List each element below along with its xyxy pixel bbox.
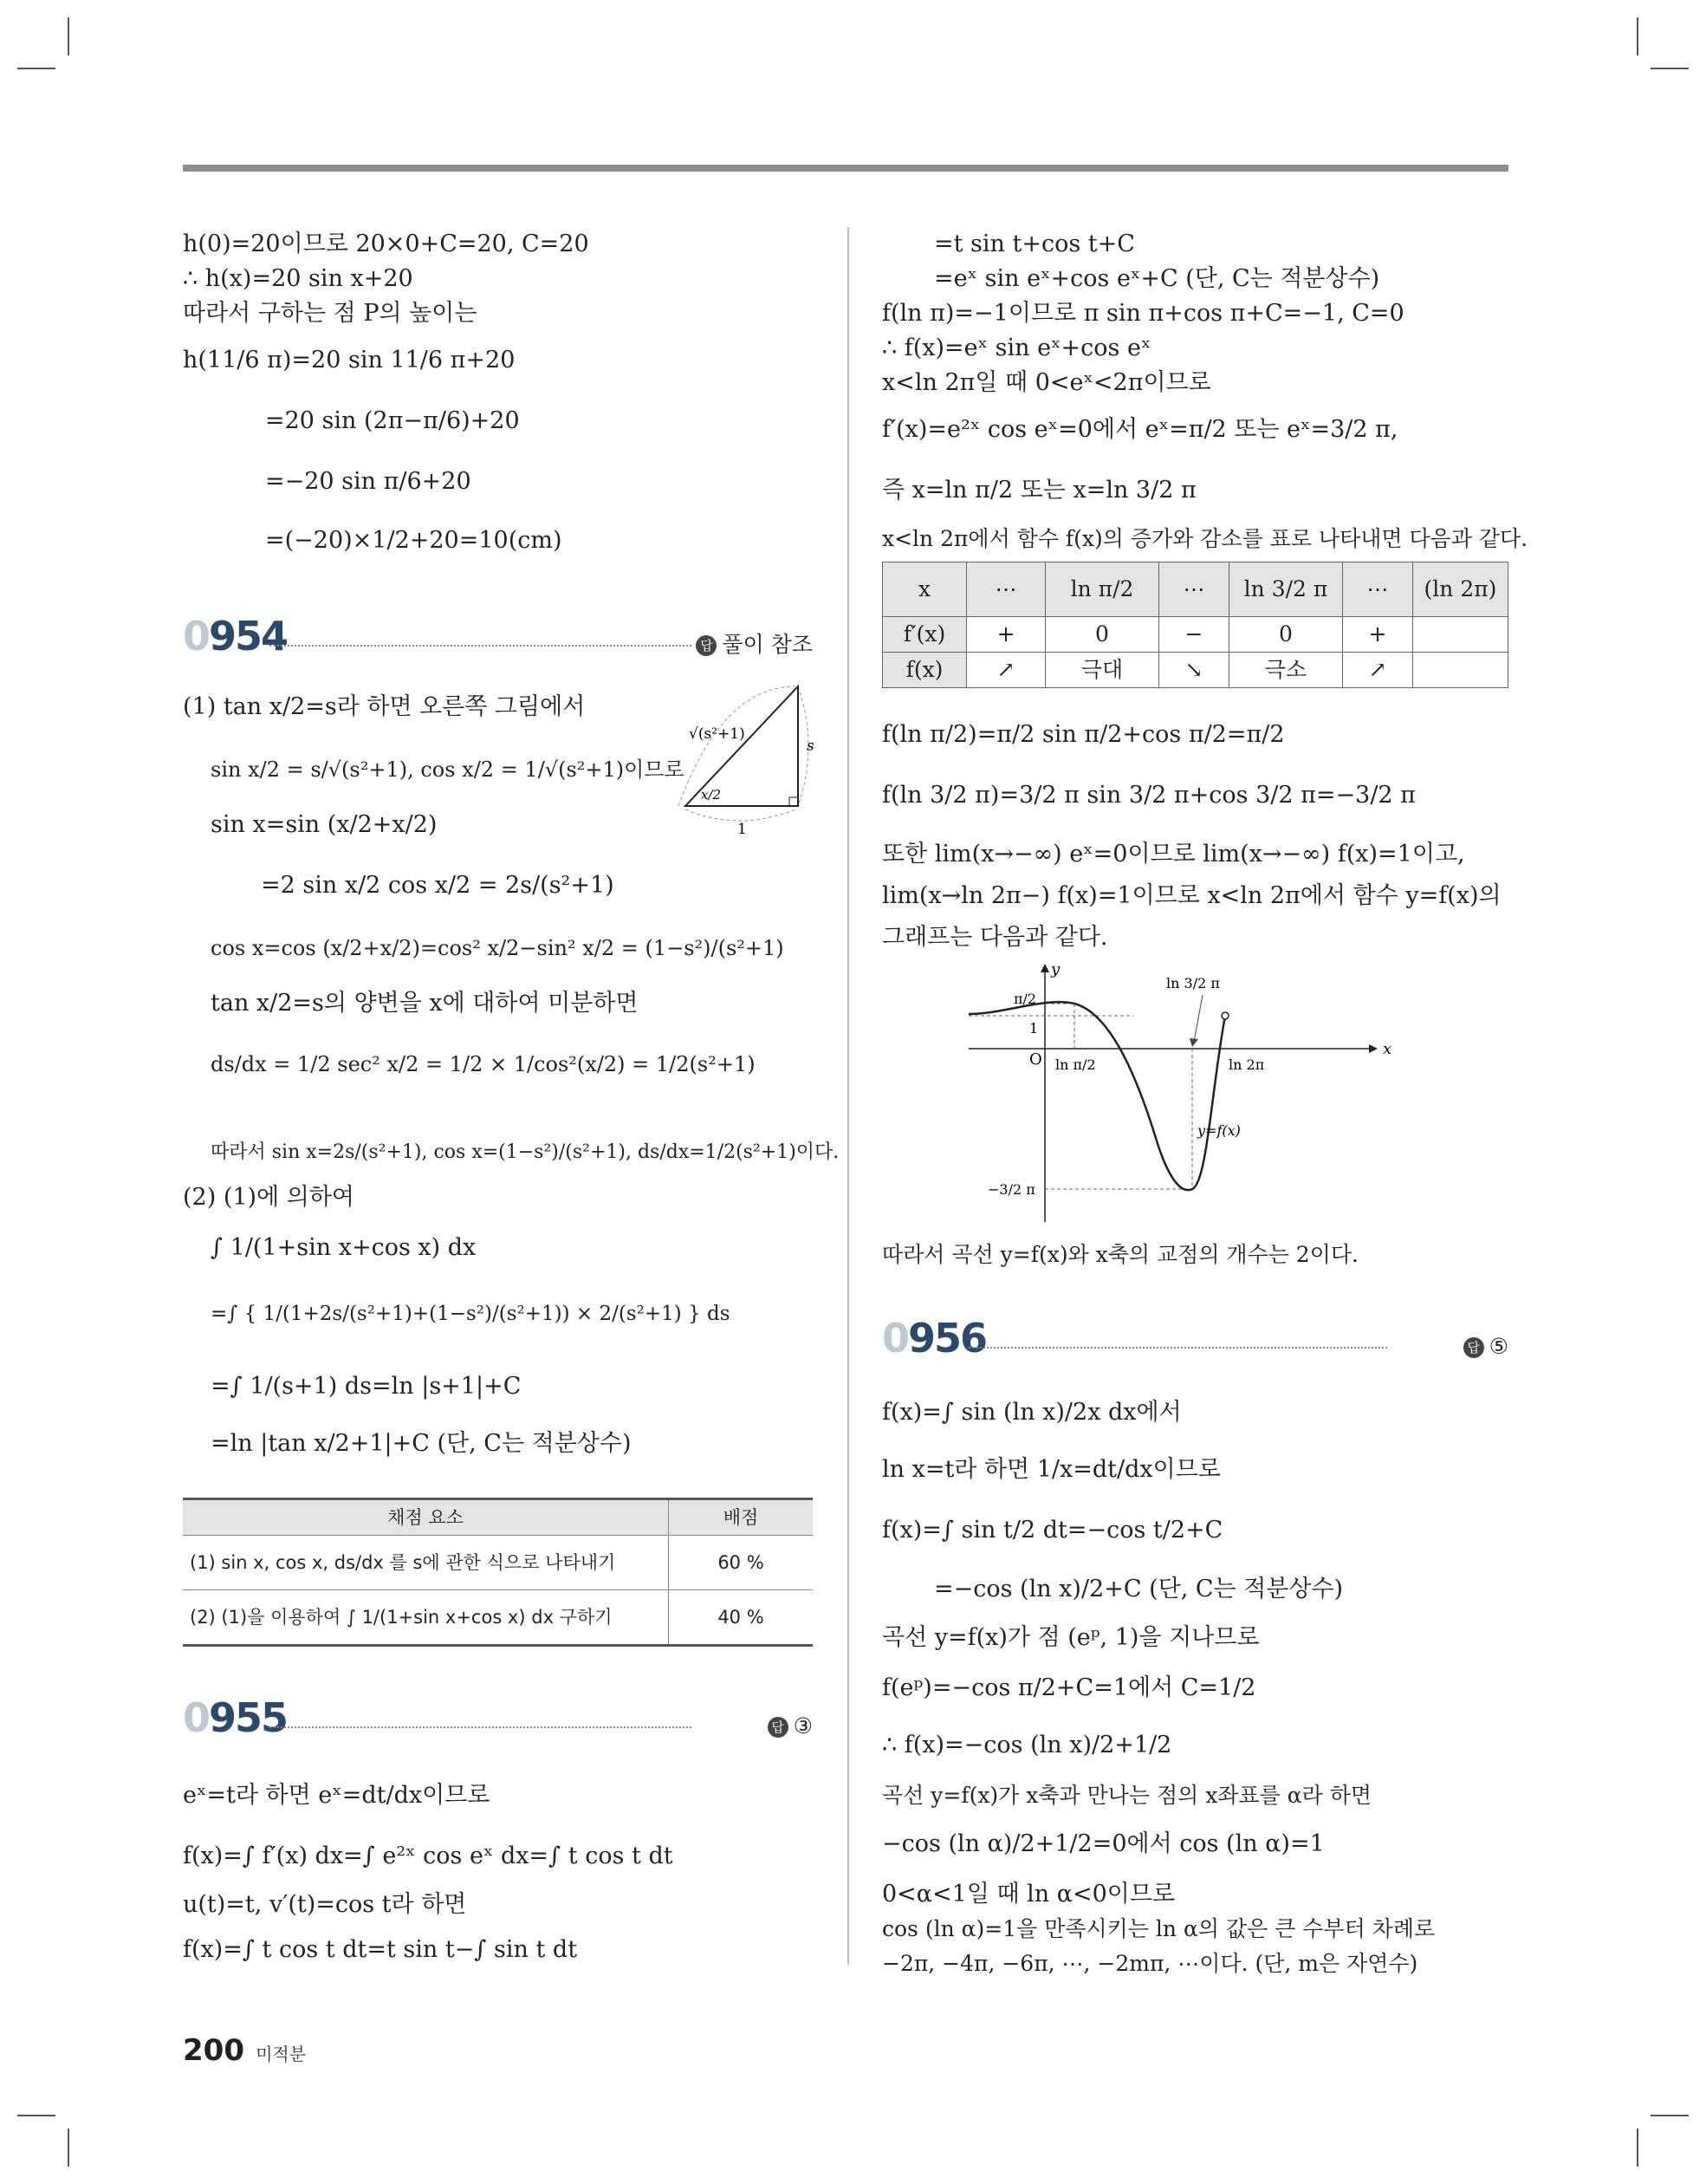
math-line: f(ln π)=−1이므로 π sin π+cos π+C=−1, C=0 [882, 300, 1404, 327]
math-line: =ln |tan x/2+1|+C (단, C는 적분상수) [211, 1430, 632, 1457]
crop-mark [17, 2115, 55, 2116]
table-header: 채점 요소 [183, 1499, 669, 1536]
text-line: cos (ln α)=1을 만족시키는 ln α의 값은 큰 수부터 차례로 [882, 1916, 1436, 1941]
dotted-leader [269, 1726, 691, 1728]
variation-table [882, 562, 1508, 688]
subject-label: 미적분 [256, 2044, 307, 2064]
page-number: 200 [183, 2033, 244, 2068]
crop-mark [68, 2129, 69, 2167]
x-tick-label: ln π/2 [1055, 1056, 1096, 1073]
math-line: f(eᵖ)=−cos π/2+C=1에서 C=1/2 [882, 1674, 1256, 1701]
text-line: h(0)=20이므로 20×0+C=20, C=20 [183, 231, 589, 257]
answer-icon: 답 [696, 635, 717, 656]
problem-number: 0954 [183, 613, 288, 660]
math-line: f(x)=∫ sin t/2 dt=−cos t/2+C [882, 1517, 1223, 1544]
math-line: h(11/6 π)=20 sin 11/6 π+20 [183, 347, 516, 374]
text-line: x<ln 2π에서 함수 f(x)의 증가와 감소를 표로 나타내면 다음과 같다. [882, 526, 1528, 551]
dotted-leader [969, 1347, 1387, 1349]
answer-label: 답 ③ [768, 1709, 813, 1744]
table-cell: ln π/2 [1046, 562, 1159, 617]
table-cell: ↗ [1343, 653, 1413, 688]
table-cell: 0 [1229, 617, 1343, 653]
math-line: f(x)=∫ t cos t dt=t sin t−∫ sin t dt [183, 1936, 578, 1963]
table-cell: 60 % [669, 1536, 814, 1590]
problem-header-954 [183, 613, 813, 671]
math-line: =−cos (ln x)/2+C (단, C는 적분상수) [934, 1576, 1344, 1602]
curve-label: y=f(x) [1197, 1122, 1241, 1139]
adjacent-arc [685, 809, 795, 821]
table-cell [1413, 617, 1508, 653]
crop-mark [1651, 2115, 1689, 2116]
table-cell: 극소 [1229, 653, 1343, 688]
math-line: ln x=t라 하면 1/x=dt/dx이므로 [882, 1456, 1221, 1483]
answer-icon: 답 [768, 1717, 788, 1738]
math-line: f(x)=∫ sin (ln x)/2x dx에서 [882, 1399, 1182, 1426]
table-header: 배점 [669, 1499, 814, 1536]
pointer-line [1194, 995, 1203, 1042]
table-cell: f(x) [883, 653, 967, 688]
math-line: =eˣ sin eˣ+cos eˣ+C (단, C는 적분상수) [934, 265, 1380, 292]
right-angle-mark [789, 797, 798, 806]
opp-label: s [807, 738, 814, 755]
math-line: 즉 x=ln π/2 또는 x=ln 3/2 π [882, 477, 1197, 504]
math-line: ∫ 1/(1+sin x+cos x) dx [211, 1234, 477, 1261]
problem-number: 0956 [882, 1315, 987, 1362]
math-line: f(ln π/2)=π/2 sin π/2+cos π/2=π/2 [882, 721, 1285, 748]
text-line: 따라서 곡선 y=f(x)와 x축의 교점의 개수는 2이다. [882, 1242, 1359, 1267]
table-cell: + [1343, 617, 1413, 653]
text-line: 그래프는 다음과 같다. [882, 924, 1108, 951]
crop-mark [1637, 2129, 1638, 2167]
triangle-figure [670, 678, 826, 842]
text-line: (1) tan x/2=s라 하면 오른쪽 그림에서 [183, 693, 586, 720]
hyp-label: √(s²+1) [689, 725, 745, 743]
curve [969, 1002, 1225, 1190]
table-cell: 0 [1046, 617, 1159, 653]
table-cell: 극대 [1046, 653, 1159, 688]
table-cell: x [883, 562, 967, 617]
math-line: lim(x→ln 2π−) f(x)=1이므로 x<ln 2π에서 함수 y=f(x)의 [882, 882, 1502, 909]
math-line: 0<α<1일 때 ln α<0이므로 [882, 1881, 1176, 1908]
math-line: =t sin t+cos t+C [934, 231, 1135, 257]
adj-label: 1 [737, 821, 747, 838]
table-cell: ln 3/2 π [1229, 562, 1343, 617]
crop-mark [68, 17, 69, 55]
x-axis-arrow [1369, 1044, 1378, 1053]
scoring-table [183, 1498, 813, 1647]
math-line: ∴ f(x)=−cos (ln x)/2+1/2 [882, 1732, 1172, 1758]
table-cell: − [1159, 617, 1229, 653]
open-endpoint [1222, 1012, 1229, 1019]
answer-icon: 답 [1463, 1337, 1484, 1358]
text-line: 따라서 구하는 점 P의 높이는 [183, 300, 477, 327]
text-line: ∴ h(x)=20 sin x+20 [183, 265, 413, 292]
x-tick-label: ln 3/2 π [1166, 975, 1220, 991]
table-cell: ↘ [1159, 653, 1229, 688]
math-line: −cos (ln α)/2+1/2=0에서 cos (ln α)=1 [882, 1830, 1325, 1857]
answer-label: 답 풀이 참조 [696, 627, 813, 662]
math-line: sin x=sin (x/2+x/2) [211, 811, 438, 838]
math-line: =∫ { 1/(1+2s/(s²+1)+(1−s²)/(s²+1)) × 2/(s²+1) } ds [211, 1303, 730, 1325]
y-min-label: −3/2 π [988, 1181, 1035, 1198]
crop-mark [1651, 68, 1689, 69]
math-line: u(t)=t, v′(t)=cos t라 하면 [183, 1891, 467, 1918]
table-cell: f′(x) [883, 617, 967, 653]
y-one-label: 1 [1029, 1020, 1039, 1037]
math-line: f(ln 3/2 π)=3/2 π sin 3/2 π+cos 3/2 π=−3/2 π [882, 782, 1416, 809]
text-line: (2) (1)에 의하여 [183, 1184, 354, 1211]
table-cell: ⋯ [967, 562, 1046, 617]
table-cell [1413, 653, 1508, 688]
table-cell: (1) sin x, cos x, ds/dx 를 s에 관한 식으로 나타내기 [183, 1536, 669, 1590]
math-line: 곡선 y=f(x)가 점 (eᵖ, 1)을 지나므로 [882, 1624, 1260, 1651]
y-axis-label: y [1051, 962, 1061, 978]
answer-label: 답 ⑤ [1463, 1329, 1508, 1364]
column-divider [847, 227, 849, 1965]
math-line: x<ln 2π일 때 0<eˣ<2π이므로 [882, 369, 1211, 396]
table-cell: ⋯ [1343, 562, 1413, 617]
math-line: =(−20)×1/2+20=10(cm) [265, 527, 562, 554]
hypotenuse-arc [678, 686, 795, 806]
text-line: 따라서 sin x=2s/(s²+1), cos x=(1−s²)/(s²+1), ds/dx=1/2(s²+1)이다. [211, 1141, 840, 1163]
math-line: ds/dx = 1/2 sec² x/2 = 1/2 × 1/cos²(x/2) = 1/2(s²+1) [211, 1052, 756, 1076]
pointer-arrow [1190, 1038, 1198, 1047]
table-cell: (2) (1)을 이용하여 ∫ 1/(1+sin x+cos x) dx 구하기 [183, 1590, 669, 1646]
function-graph [969, 962, 1402, 1222]
angle-label: x/2 [701, 787, 722, 803]
math-line: cos x=cos (x/2+x/2)=cos² x/2−sin² x/2 = (1−s²)/(s²+1) [211, 936, 784, 960]
problem-number: 0955 [183, 1694, 288, 1741]
table-cell: + [967, 617, 1046, 653]
origin-label: O [1029, 1050, 1042, 1069]
table-cell: (ln 2π) [1413, 562, 1508, 617]
problem-header-956 [882, 1315, 1508, 1373]
crop-mark [17, 68, 55, 69]
table-cell: ⋯ [1159, 562, 1229, 617]
y-max-label: π/2 [1014, 991, 1037, 1007]
dotted-leader [269, 645, 691, 647]
math-line: =∫ 1/(s+1) ds=ln |s+1|+C [211, 1373, 522, 1400]
text-line: tan x/2=s의 양변을 x에 대하여 미분하면 [211, 990, 639, 1017]
text-line: 곡선 y=f(x)가 x축과 만나는 점의 x좌표를 α라 하면 [882, 1783, 1372, 1808]
table-cell: 40 % [669, 1590, 814, 1646]
math-line: f′(x)=e²ˣ cos eˣ=0에서 eˣ=π/2 또는 eˣ=3/2 π, [882, 416, 1398, 443]
crop-mark [1637, 17, 1638, 55]
header-rule [183, 165, 1508, 172]
math-line: f(x)=∫ f′(x) dx=∫ e²ˣ cos eˣ dx=∫ t cos t dt [183, 1843, 673, 1869]
math-line: =2 sin x/2 cos x/2 = 2s/(s²+1) [261, 872, 614, 899]
math-line: =−20 sin π/6+20 [265, 468, 471, 495]
problem-header-955 [183, 1694, 813, 1752]
text-line: −2π, −4π, −6π, ⋯, −2mπ, ⋯이다. (단, m은 자연수) [882, 1951, 1418, 1976]
y-axis-arrow [1041, 964, 1049, 972]
x-tick-label: ln 2π [1229, 1056, 1265, 1073]
math-line: sin x/2 = s/√(s²+1), cos x/2 = 1/√(s²+1)이므로 [211, 757, 684, 782]
math-line: =20 sin (2π−π/6)+20 [265, 407, 520, 434]
math-line: eˣ=t라 하면 eˣ=dt/dx이므로 [183, 1782, 490, 1809]
table-cell: ↗ [967, 653, 1046, 688]
x-axis-label: x [1383, 1040, 1392, 1058]
math-line: 또한 lim(x→−∞) eˣ=0이므로 lim(x→−∞) f(x)=1이고, [882, 841, 1465, 868]
math-line: ∴ f(x)=eˣ sin eˣ+cos eˣ [882, 335, 1151, 361]
page-footer [183, 2033, 306, 2068]
